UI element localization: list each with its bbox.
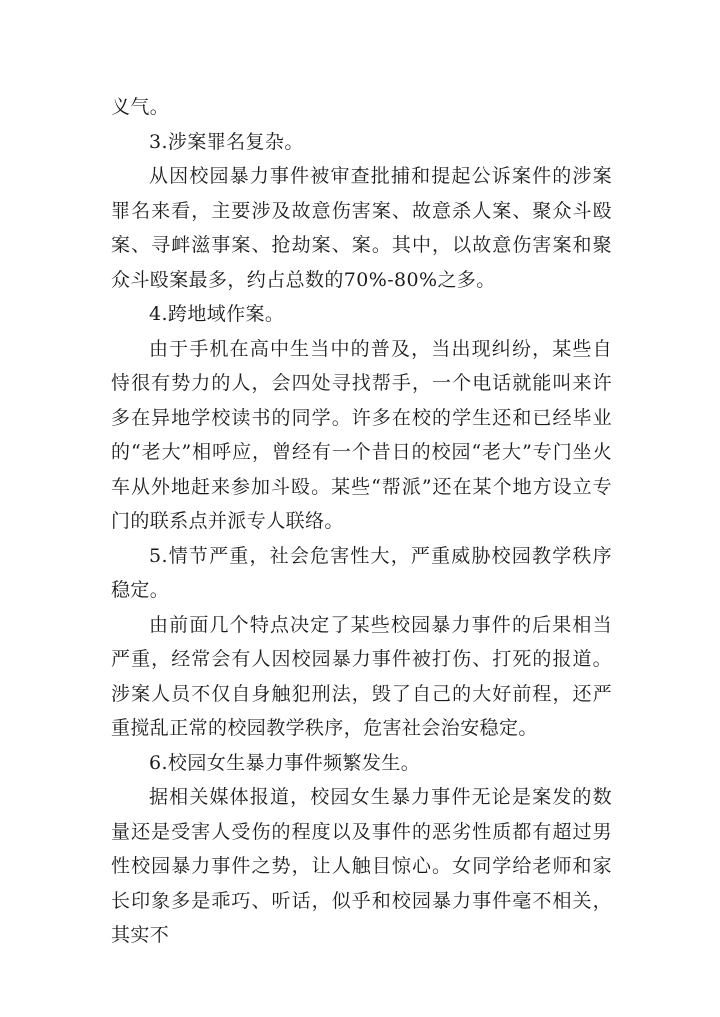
- paragraph-consequences: 由前面几个特点决定了某些校园暴力事件的后果相当严重，经常会有人因校园暴力事件被打伤、打死的报道。涉案人员不仅自身触犯刑法，毁了自己的大好前程，还严重搅乱正常的校园教学秩序，危害社会治安稳定。: [111, 613, 612, 739]
- paragraph-female-violence: 据相关媒体报道，校园女生暴力事件无论是案发的数量还是受害人受伤的程度以及事件的恶劣性质都有超过男性校园暴力事件之势，让人触目惊心。女同学给老师和家长印象多是乖巧、听话，似乎和校园暴力事件毫不相关，其实不: [111, 786, 612, 946]
- section-heading-3: 3.涉案罪名复杂。: [149, 130, 304, 153]
- section-heading-5: 5.情节严重，社会危害性大，严重威胁校园教学秩序稳定。: [111, 544, 612, 601]
- paragraph-continuation: 义气。: [111, 96, 170, 118]
- paragraph-cross-region: 由于手机在高中生当中的普及，当出现纠纷，某些自恃很有势力的人，会四处寻找帮手，一个电话就能叫来许多在异地学校读书的同学。许多在校的学生还和已经毕业的“老大”相呼应，曾经有一个昔日的校园“老大”专门坐火车从外地赶来参加斗殴。某些“帮派”还在某个地方设立专门的联系点并派专人联络。: [111, 337, 612, 532]
- paragraph-charges: 从因校园暴力事件被审查批捕和提起公诉案件的涉案罪名来看，主要涉及故意伤害案、故意杀人案、聚众斗殴案、寻衅滋事案、抢劫案、案。其中，以故意伤害案和聚众斗殴案最多，约占总数的70%-80%之多。: [111, 165, 612, 291]
- section-heading-4: 4.跨地域作案。: [149, 303, 285, 325]
- document-body: [111, 90, 612, 953]
- section-heading-6: 6.校园女生暴力事件频繁发生。: [149, 751, 421, 774]
